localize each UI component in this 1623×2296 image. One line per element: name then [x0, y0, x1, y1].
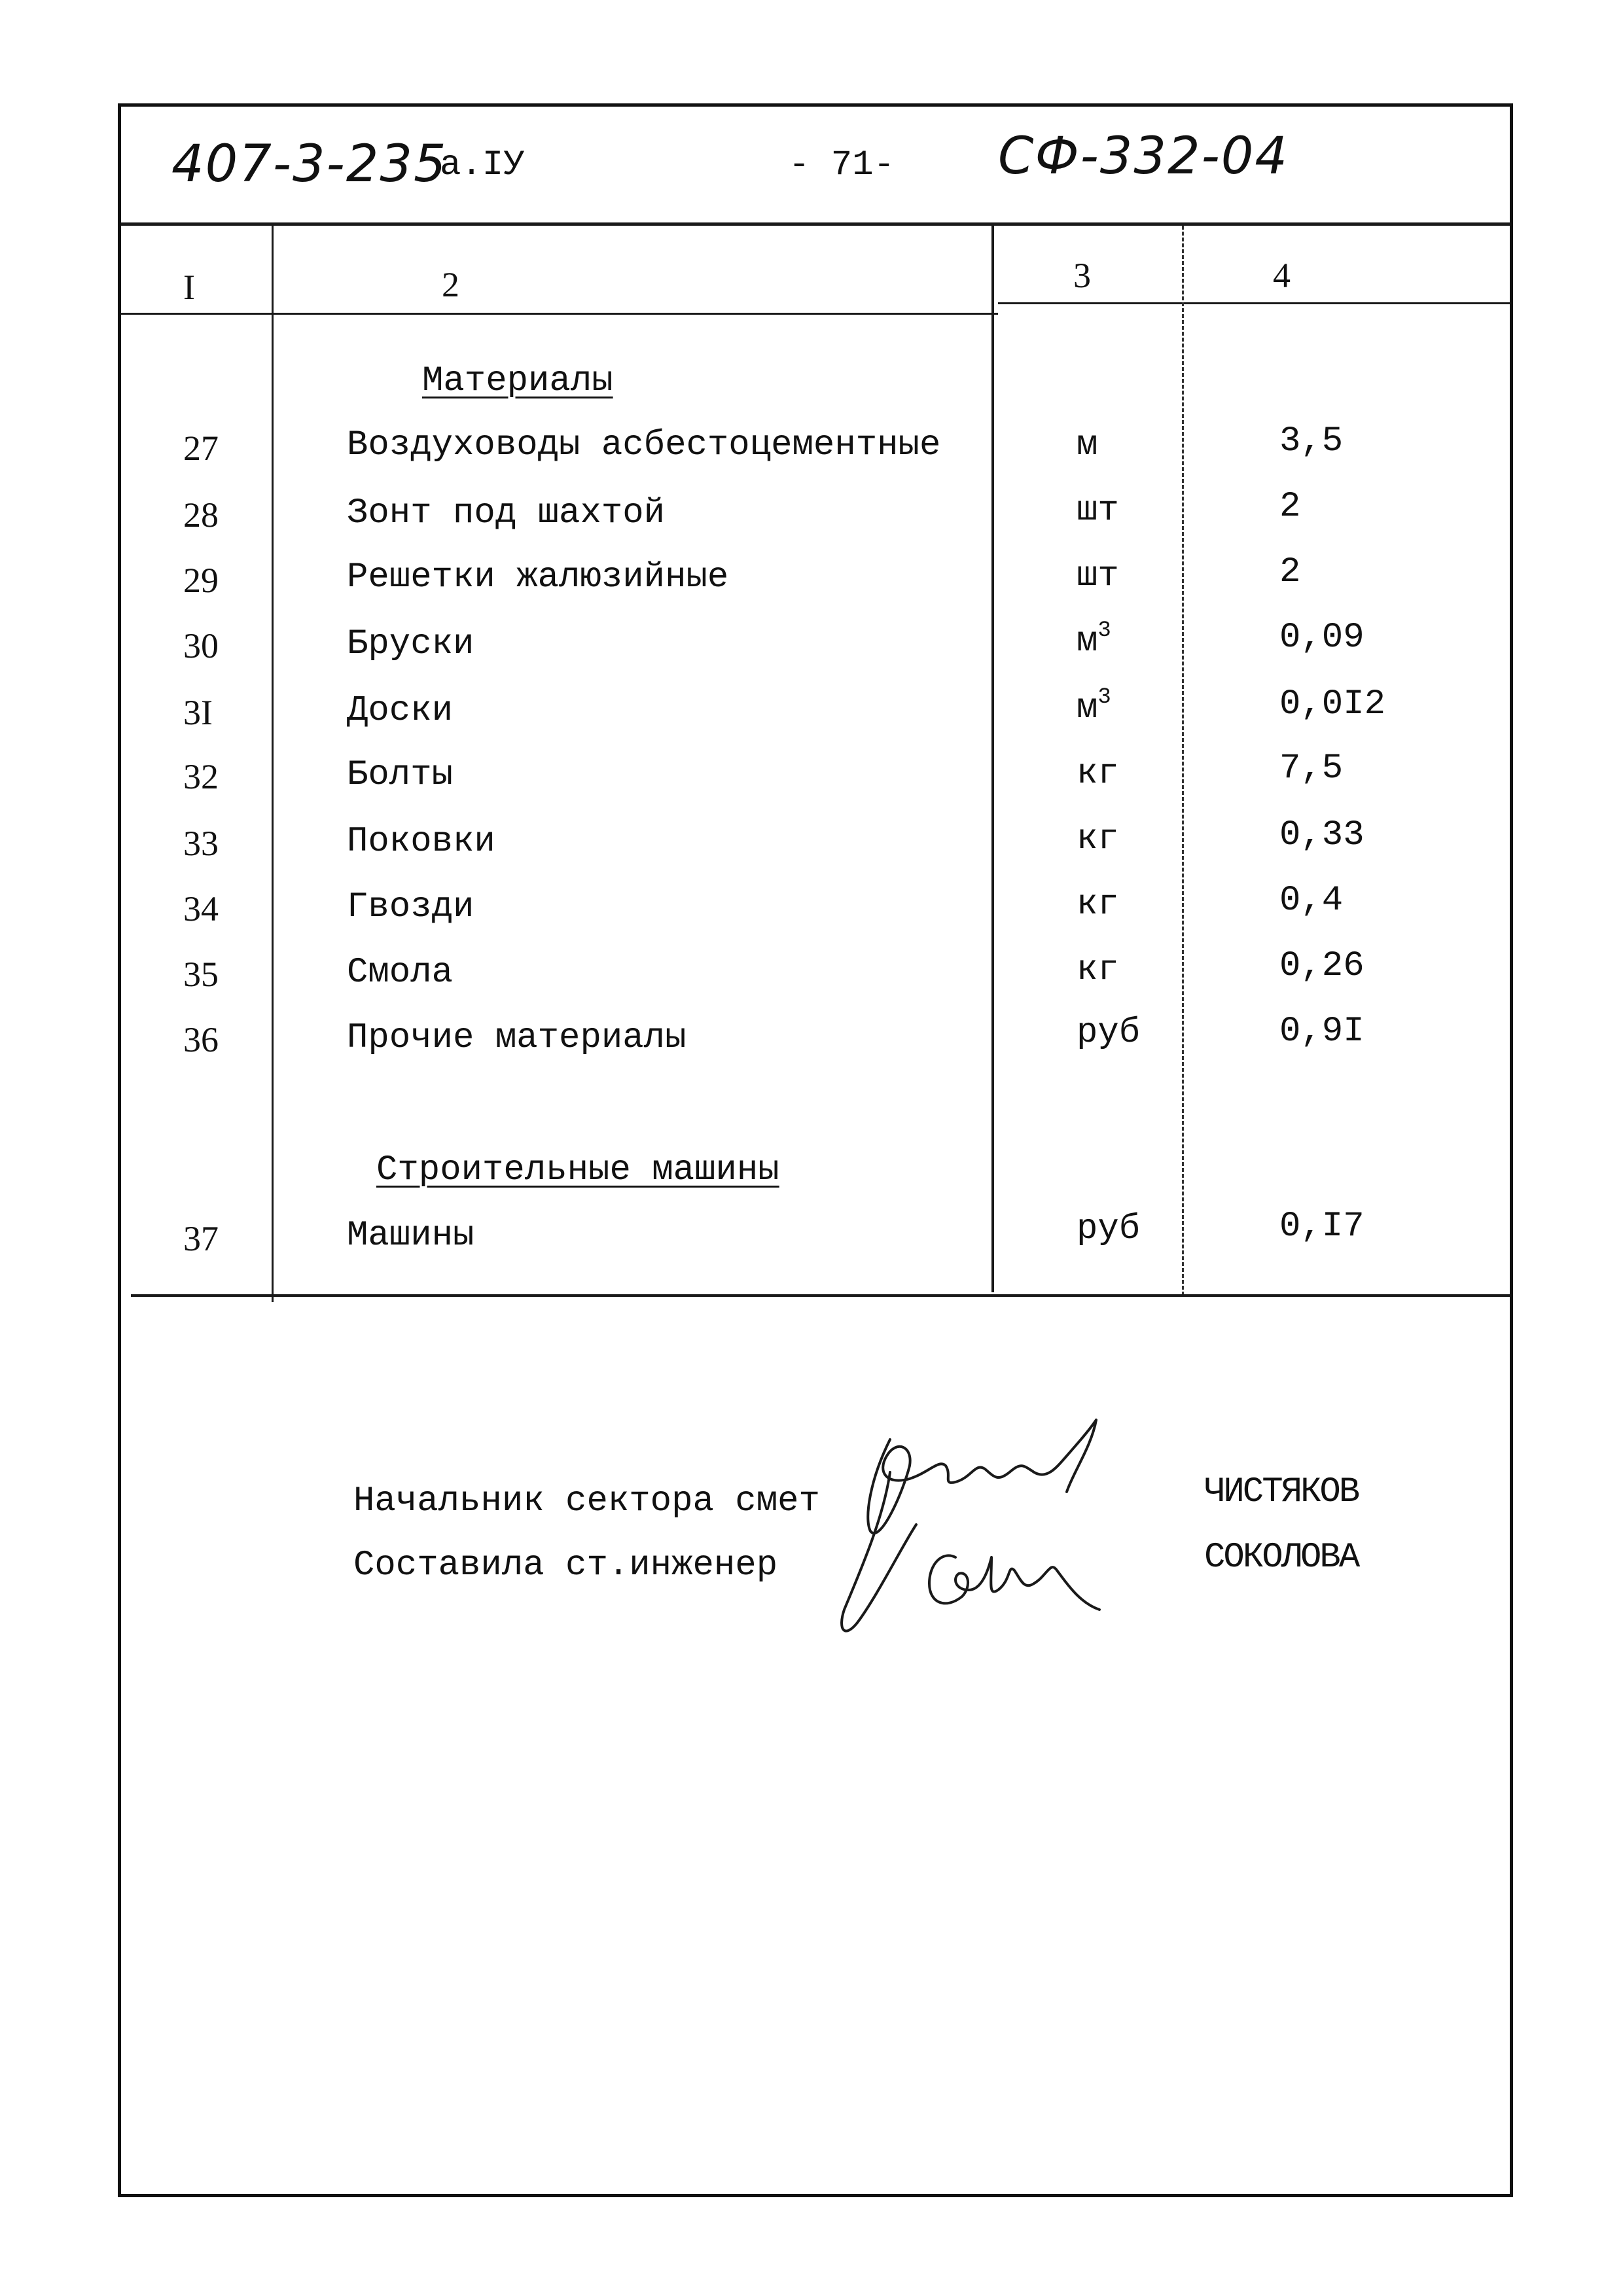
row-qty: 0,0I2: [1279, 684, 1386, 724]
unit-sup: 3: [1097, 618, 1111, 643]
unit-text: м: [1077, 622, 1098, 662]
unit-sup: 3: [1097, 685, 1111, 710]
doc-code: 407-3-235: [171, 135, 448, 194]
table-bottom-rule: [131, 1294, 1510, 1297]
row-qty: 3,5: [1279, 421, 1344, 461]
row-name: Смола: [347, 953, 454, 993]
row-name: Гвозди: [347, 887, 474, 927]
unit-text: кг: [1077, 754, 1119, 794]
signer-role-head: Начальник сектора смет: [353, 1481, 820, 1521]
unit-text: шт: [1077, 491, 1119, 531]
row-unit: [1077, 819, 1119, 859]
row-number: 37: [183, 1219, 219, 1258]
page-number: - 71-: [789, 145, 895, 185]
row-number: 28: [183, 495, 219, 535]
column-header-3: 3: [1073, 256, 1091, 295]
row-name: Прочие материалы: [347, 1018, 687, 1058]
row-number: 29: [183, 561, 219, 600]
row-unit: [1077, 425, 1098, 465]
row-name: Зонт под шахтой: [347, 493, 666, 533]
column-header-divider: [121, 313, 998, 315]
unit-text: руб: [1077, 1209, 1141, 1249]
unit-text: кг: [1077, 819, 1119, 859]
row-number: 35: [183, 955, 219, 994]
row-number: 34: [183, 889, 219, 928]
row-unit: [1077, 685, 1111, 728]
row-unit: [1077, 556, 1119, 596]
row-qty: 0,9I: [1279, 1012, 1364, 1051]
row-unit: [1077, 756, 1119, 792]
column-header-divider-right: [998, 302, 1510, 304]
signer-role-engineer: Составила ст.инженер: [353, 1545, 778, 1585]
row-qty: 2: [1279, 487, 1301, 527]
column-rule-3: [1182, 226, 1184, 1296]
header-divider: [121, 222, 1510, 226]
column-header-4: 4: [1273, 256, 1291, 295]
row-name: Решетки жалюзийные: [347, 557, 729, 597]
column-rule-2: [991, 226, 994, 1292]
album-label: а.IУ: [440, 145, 525, 185]
row-name: Болты: [347, 755, 454, 795]
section-title-machines: Строительные машины: [376, 1150, 779, 1190]
unit-text: м: [1077, 425, 1098, 465]
row-qty: 0,33: [1279, 815, 1364, 855]
row-unit: [1077, 1013, 1141, 1053]
row-number: 27: [183, 429, 219, 468]
row-unit: [1077, 950, 1119, 990]
unit-text: кг: [1077, 950, 1119, 990]
unit-text: м: [1077, 688, 1098, 728]
row-unit: [1077, 1209, 1141, 1249]
section-title-materials: Материалы: [422, 361, 613, 401]
row-qty: 7,5: [1279, 749, 1344, 788]
page-frame: [118, 103, 1513, 2197]
row-unit: [1077, 887, 1119, 923]
row-name: Машины: [347, 1216, 474, 1256]
unit-text: кг: [1077, 885, 1119, 925]
sheet-code: СФ-332-04: [998, 127, 1289, 186]
row-qty: 0,09: [1279, 618, 1364, 658]
handwritten-signature: [831, 1394, 1158, 1655]
row-name: Бруски: [347, 624, 474, 664]
row-qty: 0,26: [1279, 946, 1364, 986]
unit-text: шт: [1077, 556, 1119, 596]
unit-text: руб: [1077, 1013, 1141, 1053]
column-rule-1: [272, 226, 274, 1302]
row-name: Доски: [347, 691, 454, 731]
row-unit: [1077, 618, 1111, 662]
row-qty: 0,I7: [1279, 1207, 1364, 1246]
row-number: 33: [183, 824, 219, 863]
column-header-2: 2: [442, 265, 459, 304]
row-qty: 2: [1279, 552, 1301, 592]
row-number: 3I: [183, 693, 213, 732]
row-number: 36: [183, 1020, 219, 1059]
row-number: 30: [183, 626, 219, 665]
column-header-1: I: [183, 268, 195, 307]
signer-name-head: ЧИСТЯКОВ: [1204, 1472, 1359, 1512]
row-name: Поковки: [347, 822, 495, 862]
row-number: 32: [183, 757, 219, 796]
row-unit: [1077, 493, 1119, 529]
signer-name-engineer: СОКОЛОВА: [1204, 1538, 1359, 1578]
row-qty: 0,4: [1279, 881, 1344, 921]
row-name: Воздуховоды асбестоцементные: [347, 425, 941, 465]
